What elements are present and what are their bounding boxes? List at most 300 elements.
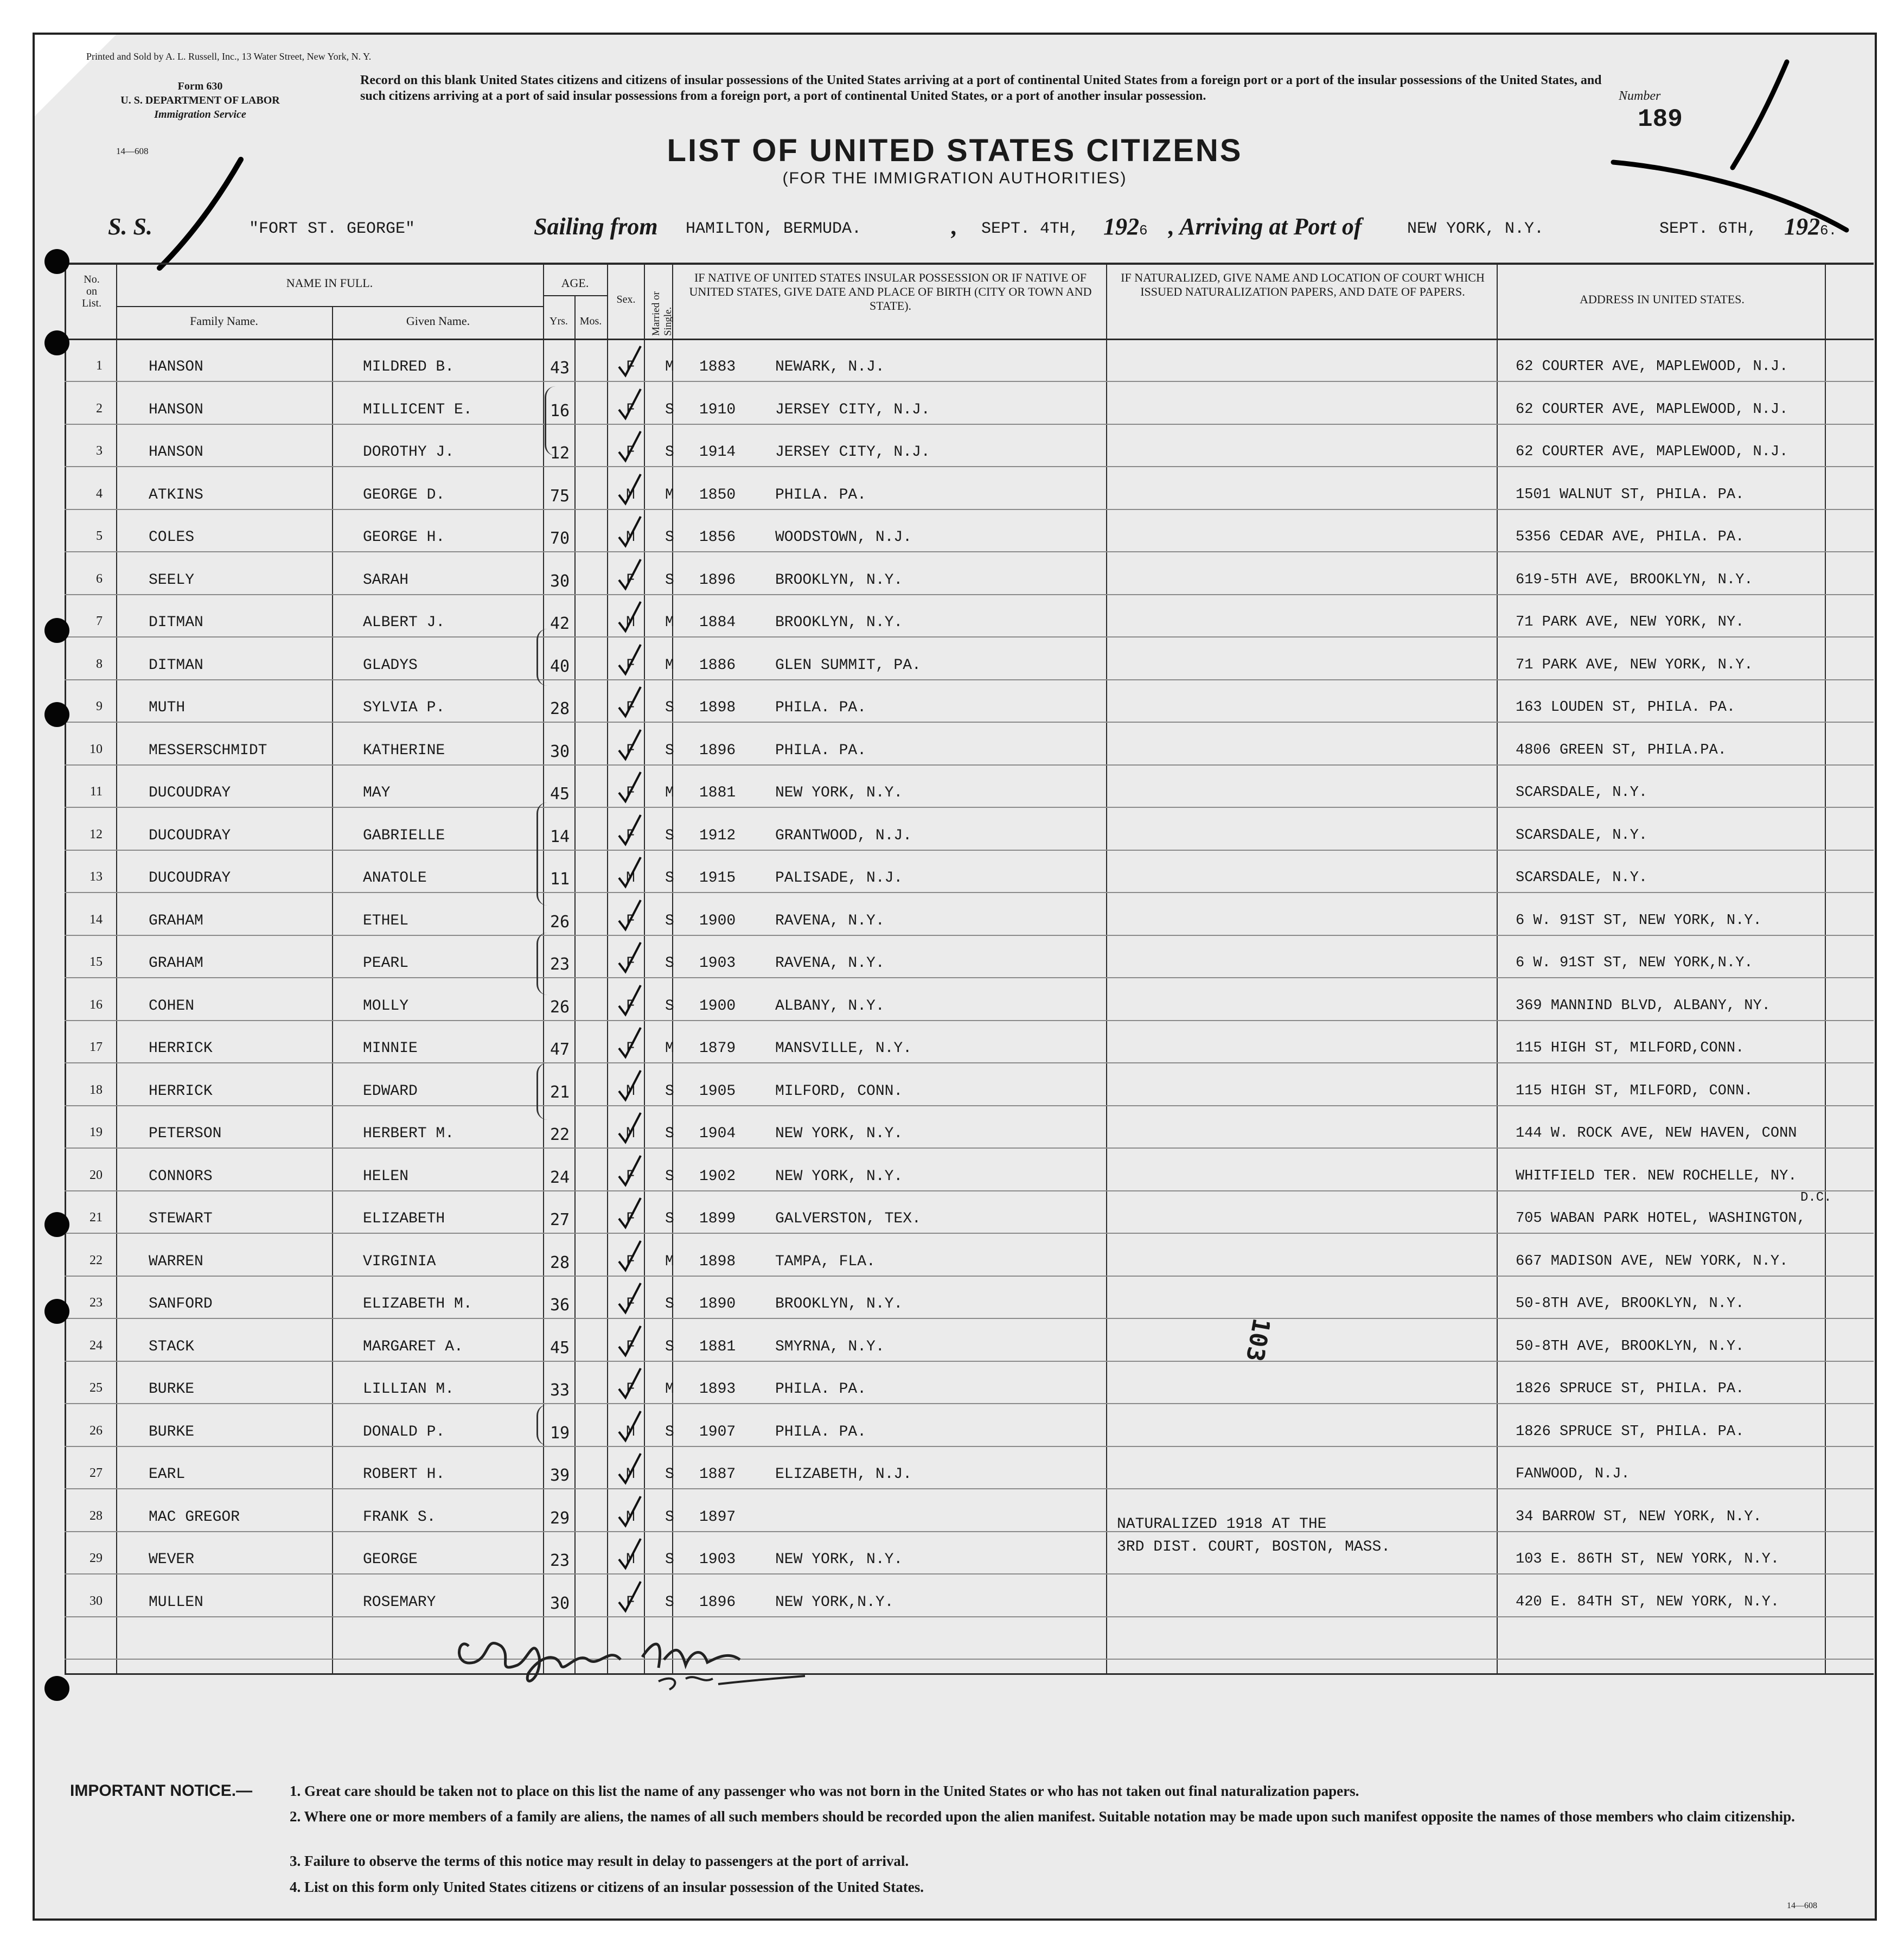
sex: F	[626, 1296, 635, 1312]
notice-heading: IMPORTANT NOTICE.—	[70, 1782, 253, 1800]
sex: M	[626, 1466, 635, 1483]
family-bracket	[536, 933, 550, 995]
table-row	[35, 940, 1877, 983]
us-address: SCARSDALE, N.Y.	[1516, 870, 1648, 886]
given-name: GEORGE	[363, 1551, 418, 1568]
given-name: KATHERINE	[363, 742, 445, 759]
marital-status: S	[665, 1168, 674, 1185]
check-mark-icon	[618, 643, 642, 676]
row-number: 16	[90, 998, 103, 1012]
family-name: COHEN	[149, 998, 195, 1015]
row-number: 23	[90, 1296, 103, 1310]
table-row	[35, 557, 1877, 600]
us-address: FANWOOD, N.J.	[1516, 1466, 1630, 1482]
table-row	[35, 472, 1877, 514]
check-mark-icon	[618, 941, 642, 974]
us-address: 1826 SPRUCE ST, PHILA. PA.	[1516, 1424, 1745, 1440]
birth-year: 1856	[699, 529, 736, 546]
departure-date: SEPT. 4TH,	[981, 220, 1079, 238]
family-name: GRAHAM	[149, 955, 203, 972]
us-address: 144 W. ROCK AVE, NEW HAVEN, CONN	[1516, 1125, 1797, 1142]
marital-status: M	[665, 1381, 674, 1398]
birth-year: 1900	[699, 913, 736, 929]
stamp-number: 103	[1240, 1316, 1275, 1364]
birth-year: 1899	[699, 1210, 736, 1227]
sex: F	[626, 699, 635, 716]
marital-status: S	[665, 827, 674, 844]
family-name: DITMAN	[149, 657, 203, 674]
age-years: 21	[550, 1083, 570, 1102]
marital-status: S	[665, 401, 674, 418]
family-bracket	[536, 802, 550, 906]
birth-year: 1886	[699, 657, 736, 674]
us-address: 705 WABAN PARK HOTEL, WASHINGTON,	[1516, 1210, 1806, 1227]
table-row	[35, 1451, 1877, 1494]
birth-place: PHILA. PA.	[775, 699, 867, 716]
family-bracket	[545, 386, 558, 456]
naturalization-note	[1117, 1513, 1390, 1559]
sex: M	[626, 870, 635, 887]
header-birth: IF NATIVE OF UNITED STATES INSULAR POSSESSION OR IF NATIVE OF UNITED STATES, GIVE DATE AND PLACE OF BIRTH (CITY OR TOWN AND STATE).	[689, 271, 1092, 313]
family-name: PETERSON	[149, 1125, 222, 1142]
header-married-single: Married or Single.	[650, 291, 674, 336]
family-name: DUCOUDRAY	[149, 870, 231, 887]
age-years: 28	[550, 699, 570, 718]
age-years: 14	[550, 827, 570, 846]
page-subtitle: (FOR THE IMMIGRATION AUTHORITIES)	[782, 169, 1127, 187]
departure-year	[1103, 213, 1148, 240]
birth-year: 1912	[699, 827, 736, 844]
birth-year: 1850	[699, 487, 736, 503]
row-number: 29	[90, 1551, 103, 1565]
age-years: 19	[550, 1424, 570, 1443]
table-top-rule	[65, 263, 1874, 265]
marital-status: M	[665, 487, 674, 503]
birth-place: RAVENA, N.Y.	[775, 913, 885, 929]
table-row	[35, 1068, 1877, 1111]
given-name: ELIZABETH	[363, 1210, 445, 1227]
row-number: 30	[90, 1594, 103, 1608]
given-name: ANATOLE	[363, 870, 427, 887]
check-mark-icon	[618, 1410, 642, 1443]
birth-place: PALISADE, N.J.	[775, 870, 903, 887]
departure-port: HAMILTON, BERMUDA.	[686, 220, 862, 238]
us-address: 619-5TH AVE, BROOKLYN, N.Y.	[1516, 572, 1753, 588]
family-name: DUCOUDRAY	[149, 785, 231, 801]
us-address: 34 BARROW ST, NEW YORK, N.Y.	[1516, 1509, 1762, 1525]
arrival-port: NEW YORK, N.Y.	[1407, 220, 1544, 238]
marital-status: S	[665, 1338, 674, 1355]
birth-place: PHILA. PA.	[775, 1424, 867, 1440]
punch-hole	[44, 702, 69, 727]
notice-item-2: 2. Where one or more members of a family are aliens, the names of all such members should be recorded upon the alien manifest. Suitable notation may be made upon such manifest opposite the names of those members who claim citizenship.	[290, 1808, 1795, 1825]
punch-hole	[44, 1299, 69, 1324]
naturalization-line-1: NATURALIZED 1918 AT THE	[1117, 1516, 1327, 1533]
row-number: 25	[90, 1381, 103, 1395]
birth-year: 1898	[699, 699, 736, 716]
notice-item-3: 3. Failure to observe the terms of this notice may result in delay to passengers at the port of arrival.	[290, 1853, 909, 1869]
birth-year: 1907	[699, 1424, 736, 1440]
birth-place: NEW YORK,N.Y.	[775, 1594, 894, 1611]
sex: M	[626, 1551, 635, 1568]
age-years: 22	[550, 1125, 570, 1144]
age-years: 27	[550, 1210, 570, 1229]
table-row	[35, 728, 1877, 770]
given-name: LILLIAN M.	[363, 1381, 455, 1398]
manifest-sheet	[33, 33, 1877, 1921]
row-number: 18	[90, 1083, 103, 1097]
marital-status: M	[665, 785, 674, 801]
row-number: 5	[96, 529, 103, 543]
table-row	[35, 1324, 1877, 1366]
table-row	[35, 855, 1877, 897]
check-mark-icon	[618, 729, 642, 761]
row-number: 24	[90, 1338, 103, 1353]
given-name: GEORGE H.	[363, 529, 445, 546]
row-number: 28	[90, 1509, 103, 1523]
row-number: 11	[90, 785, 103, 799]
departure-year-digit: 6	[1139, 222, 1148, 239]
us-address: 71 PARK AVE, NEW YORK, NY.	[1516, 614, 1745, 630]
family-name: WEVER	[149, 1551, 195, 1568]
given-name: ALBERT J.	[363, 614, 445, 631]
family-name: DITMAN	[149, 614, 203, 631]
check-mark-icon	[618, 1027, 642, 1059]
family-name: CONNORS	[149, 1168, 213, 1185]
family-name: MULLEN	[149, 1594, 203, 1611]
row-number: 10	[90, 742, 103, 756]
sex: F	[626, 913, 635, 929]
given-name: HERBERT M.	[363, 1125, 455, 1142]
sex: F	[626, 401, 635, 418]
comma: ,	[951, 213, 957, 240]
marital-status: S	[665, 529, 674, 546]
given-name: MARGARET A.	[363, 1338, 463, 1355]
age-years: 16	[550, 401, 570, 420]
table-row	[35, 344, 1877, 386]
sex: F	[626, 827, 635, 844]
header-no-on-list: No. on List.	[81, 273, 102, 309]
birth-place: NEW YORK, N.Y.	[775, 785, 903, 801]
punch-hole	[44, 249, 69, 274]
given-name: EDWARD	[363, 1083, 418, 1100]
ship-name: "FORT ST. GEORGE"	[249, 220, 416, 238]
us-address: 115 HIGH ST, MILFORD, CONN.	[1516, 1083, 1753, 1099]
us-address: 50-8TH AVE, BROOKLYN, N.Y.	[1516, 1296, 1745, 1312]
birth-place: JERSEY CITY, N.J.	[775, 444, 930, 461]
row-number: 20	[90, 1168, 103, 1182]
table-row	[35, 642, 1877, 685]
check-mark-icon	[618, 345, 642, 378]
departure-year-prefix: 192	[1103, 213, 1139, 240]
marital-status: S	[665, 998, 674, 1015]
marital-status: M	[665, 614, 674, 631]
sex: F	[626, 359, 635, 375]
us-address: 4806 GREEN ST, PHILA.PA.	[1516, 742, 1727, 758]
birth-year: 1896	[699, 572, 736, 589]
sex: M	[626, 529, 635, 546]
table-row	[35, 1025, 1877, 1068]
given-name: PEARL	[363, 955, 409, 972]
sex: M	[626, 487, 635, 503]
notice-item-4: 4. List on this form only United States citizens or citizens of an insular possession of the United States.	[290, 1879, 924, 1895]
table-row	[35, 1239, 1877, 1281]
birth-year: 1896	[699, 742, 736, 759]
header-family-name: Family Name.	[190, 314, 258, 328]
arrival-year-digit: 6.	[1820, 222, 1837, 239]
family-name: STEWART	[149, 1210, 213, 1227]
naturalization-line-2: 3RD DIST. COURT, BOSTON, MASS.	[1117, 1539, 1391, 1556]
form-number: Form 630	[177, 80, 223, 92]
check-mark-icon	[618, 1240, 642, 1272]
marital-status: S	[665, 1210, 674, 1227]
punch-hole	[44, 330, 69, 355]
age-years: 28	[550, 1253, 570, 1272]
birth-year: 1881	[699, 1338, 736, 1355]
birth-year: 1881	[699, 785, 736, 801]
marital-status: S	[665, 1125, 674, 1142]
birth-place: BROOKLYN, N.Y.	[775, 1296, 903, 1312]
sex: F	[626, 1210, 635, 1227]
age-years: 26	[550, 998, 570, 1017]
row-number: 13	[90, 870, 103, 884]
table-row	[35, 1409, 1877, 1451]
given-name: FRANK S.	[363, 1509, 436, 1526]
birth-year: 1902	[699, 1168, 736, 1185]
age-years: 36	[550, 1296, 570, 1315]
marital-status: S	[665, 1594, 674, 1611]
age-years: 47	[550, 1040, 570, 1059]
notice-item-1: 1. Great care should be taken not to place on this list the name of any passenger who was not born in the United States or who has not taken out final naturalization papers.	[290, 1783, 1359, 1799]
given-name: DONALD P.	[363, 1424, 445, 1440]
sex: M	[626, 1083, 635, 1100]
birth-place: MANSVILLE, N.Y.	[775, 1040, 912, 1057]
sailing-from-label: Sailing from	[534, 213, 658, 240]
row-number: 19	[90, 1125, 103, 1139]
sex: F	[626, 1168, 635, 1185]
table-row	[35, 1190, 1877, 1238]
family-name: HERRICK	[149, 1040, 213, 1057]
arrival-year	[1784, 213, 1837, 240]
given-name: MAY	[363, 785, 391, 801]
marital-status: M	[665, 1040, 674, 1057]
given-name: MOLLY	[363, 998, 409, 1015]
birth-year: 1898	[699, 1253, 736, 1270]
header-mos: Mos.	[579, 315, 602, 327]
table-row	[35, 1537, 1877, 1579]
birth-year: 1903	[699, 1551, 736, 1568]
header-address: ADDRESS IN UNITED STATES.	[1580, 292, 1745, 306]
age-years: 30	[550, 572, 570, 591]
table-row	[35, 983, 1877, 1025]
sex: F	[626, 998, 635, 1015]
check-mark-icon	[618, 1580, 642, 1613]
check-mark-icon	[618, 1495, 642, 1528]
row-number: 2	[96, 401, 103, 416]
family-bracket	[536, 1063, 550, 1120]
row-number: 21	[90, 1210, 103, 1225]
check-mark-icon	[618, 771, 642, 804]
table-row	[35, 1111, 1877, 1153]
row-number: 22	[90, 1253, 103, 1267]
table-row	[35, 1281, 1877, 1323]
inspector-signature	[447, 1614, 892, 1695]
check-mark-icon	[618, 1367, 642, 1400]
row-number: 3	[96, 444, 103, 458]
marital-status: S	[665, 572, 674, 589]
check-mark-icon	[618, 515, 642, 548]
row-number: 14	[90, 913, 103, 927]
age-years: 45	[550, 1338, 570, 1357]
birth-year: 1883	[699, 359, 736, 375]
age-years: 33	[550, 1381, 570, 1400]
birth-year: 1904	[699, 1125, 736, 1142]
us-address: WHITFIELD TER. NEW ROCHELLE, NY.	[1516, 1168, 1797, 1184]
printer-line: Printed and Sold by A. L. Russell, Inc., 13 Water Street, New York, N. Y.	[86, 51, 372, 62]
table-row	[35, 1494, 1877, 1537]
row-number: 6	[96, 572, 103, 586]
punch-hole	[44, 1676, 69, 1701]
department-name: U. S. DEPARTMENT OF LABOR	[120, 94, 280, 106]
row-number: 1	[96, 359, 103, 373]
us-address: 115 HIGH ST, MILFORD,CONN.	[1516, 1040, 1745, 1056]
header-yrs: Yrs.	[550, 315, 568, 327]
birth-place: ALBANY, N.Y.	[775, 998, 885, 1015]
us-address: 369 MANNIND BLVD, ALBANY, NY.	[1516, 998, 1771, 1014]
birth-year: 1890	[699, 1296, 736, 1312]
birth-year: 1887	[699, 1466, 736, 1483]
family-name: HERRICK	[149, 1083, 213, 1100]
family-name: DUCOUDRAY	[149, 827, 231, 844]
birth-year: 1914	[699, 444, 736, 461]
table-row	[35, 514, 1877, 557]
age-years: 23	[550, 1551, 570, 1570]
us-address: SCARSDALE, N.Y.	[1516, 827, 1648, 844]
us-address: 1826 SPRUCE ST, PHILA. PA.	[1516, 1381, 1745, 1397]
age-years: 75	[550, 487, 570, 506]
age-years: 24	[550, 1168, 570, 1187]
row-number: 9	[96, 699, 103, 713]
check-mark-icon	[618, 473, 642, 506]
marital-status: S	[665, 955, 674, 972]
family-bracket	[536, 1405, 550, 1445]
marital-status: S	[665, 1424, 674, 1440]
row-number: 17	[90, 1040, 103, 1054]
row-number: 26	[90, 1424, 103, 1438]
family-name: MAC GREGOR	[149, 1509, 240, 1526]
given-name: GLADYS	[363, 657, 418, 674]
sex: M	[626, 1424, 635, 1440]
family-name: HANSON	[149, 401, 203, 418]
us-address: 1501 WALNUT ST, PHILA. PA.	[1516, 487, 1745, 503]
birth-place: NEWARK, N.J.	[775, 359, 885, 375]
birth-year: 1893	[699, 1381, 736, 1398]
birth-year: 1915	[699, 870, 736, 887]
age-years: 12	[550, 444, 570, 463]
birth-place: PHILA. PA.	[775, 742, 867, 759]
table-row	[35, 770, 1877, 812]
given-name: VIRGINIA	[363, 1253, 436, 1270]
table-row	[35, 429, 1877, 471]
sex: F	[626, 1253, 635, 1270]
birth-place: MILFORD, CONN.	[775, 1083, 903, 1100]
given-name: ETHEL	[363, 913, 409, 929]
row-number: 8	[96, 657, 103, 671]
age-years: 39	[550, 1466, 570, 1485]
row-number: 4	[96, 487, 103, 501]
marital-status: S	[665, 444, 674, 461]
check-mark-icon	[618, 601, 642, 633]
given-name: ROSEMARY	[363, 1594, 436, 1611]
age-years: 26	[550, 913, 570, 932]
sex: F	[626, 955, 635, 972]
us-address: 6 W. 91ST ST, NEW YORK, N.Y.	[1516, 913, 1762, 929]
row-number: 15	[90, 955, 103, 969]
age-years: 45	[550, 785, 570, 804]
form-block	[86, 79, 314, 122]
sex: F	[626, 657, 635, 674]
age-years: 70	[550, 529, 570, 548]
us-address: 62 COURTER AVE, MAPLEWOOD, N.J.	[1516, 444, 1788, 460]
family-name: MESSERSCHMIDT	[149, 742, 267, 759]
family-name: SANFORD	[149, 1296, 213, 1312]
row-number: 12	[90, 827, 103, 842]
birth-place: BROOKLYN, N.Y.	[775, 572, 903, 589]
given-name: MINNIE	[363, 1040, 418, 1057]
sex: F	[626, 1338, 635, 1355]
check-mark-icon	[618, 430, 642, 463]
form-code: 14—608	[116, 146, 149, 156]
given-name: DOROTHY J.	[363, 444, 455, 461]
marital-status: S	[665, 1296, 674, 1312]
birth-place: GALVERSTON, TEX.	[775, 1210, 921, 1227]
row-number: 7	[96, 614, 103, 628]
birth-place: WOODSTOWN, N.J.	[775, 529, 912, 546]
header-bottom-rule	[65, 339, 1874, 340]
sex: F	[626, 785, 635, 801]
marital-status: M	[665, 657, 674, 674]
sex: M	[626, 614, 635, 631]
header-name-in-full: NAME IN FULL.	[286, 276, 373, 290]
sex: M	[626, 1509, 635, 1526]
sex: F	[626, 572, 635, 589]
check-mark-icon	[618, 1069, 642, 1102]
age-years: 30	[550, 742, 570, 761]
family-name: HANSON	[149, 359, 203, 375]
age-years: 42	[550, 614, 570, 633]
header-age: AGE.	[561, 276, 589, 290]
birth-place: TAMPA, FLA.	[775, 1253, 876, 1270]
check-mark-icon	[618, 1325, 642, 1357]
family-name: BURKE	[149, 1424, 195, 1440]
age-subheader-rule	[543, 295, 607, 296]
sex: F	[626, 742, 635, 759]
address-note: D.C.	[1800, 1190, 1832, 1205]
birth-place: NEW YORK, N.Y.	[775, 1168, 903, 1185]
birth-place: NEW YORK, N.Y.	[775, 1551, 903, 1568]
table-row	[35, 1366, 1877, 1408]
check-mark-icon	[618, 1452, 642, 1485]
family-name: HANSON	[149, 444, 203, 461]
table-bottom-rule	[65, 1673, 1874, 1675]
name-subheader-rule	[116, 306, 543, 307]
age-years: 30	[550, 1594, 570, 1613]
us-address: 5356 CEDAR AVE, PHILA. PA.	[1516, 529, 1745, 545]
service-name: Immigration Service	[154, 109, 246, 120]
given-name: ELIZABETH M.	[363, 1296, 472, 1312]
family-name: ATKINS	[149, 487, 203, 503]
ss-label: S. S.	[108, 213, 152, 240]
